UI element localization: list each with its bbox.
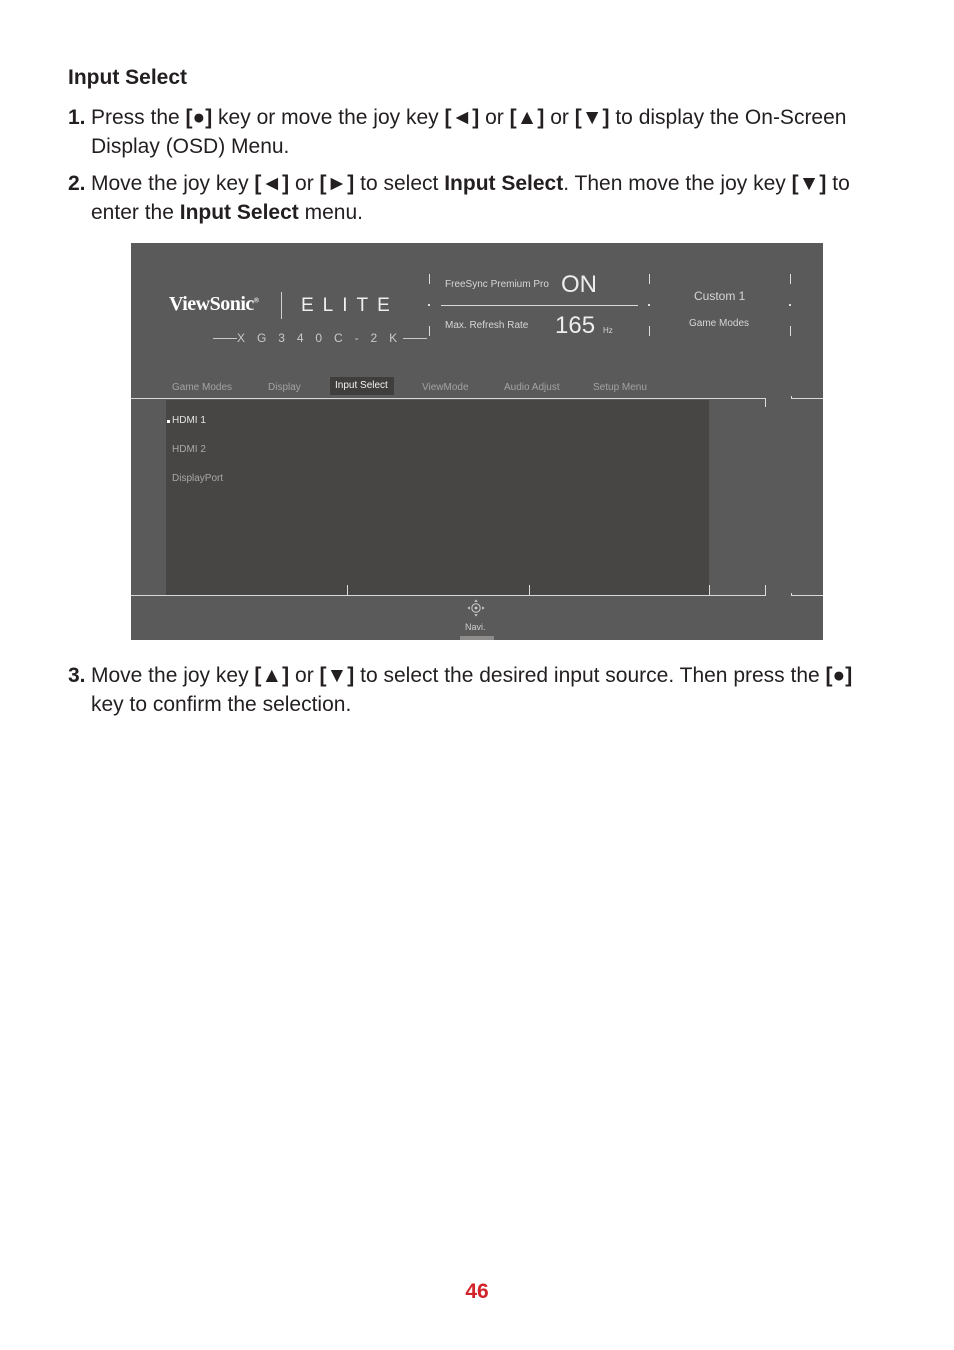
freesync-label: FreeSync Premium Pro <box>445 279 549 290</box>
input-option-displayport[interactable]: DisplayPort <box>172 473 224 484</box>
step-text: Move the joy key [◄] or [►] to select Input Select. Then move the joy key [▼] to enter the Input Select menu. <box>91 172 850 224</box>
selection-marker <box>167 420 170 423</box>
frame-line <box>791 398 823 399</box>
panel-tick <box>529 585 530 595</box>
panel-tick <box>709 585 710 595</box>
tab-setup-menu[interactable]: Setup Menu <box>593 382 647 393</box>
refresh-rate-value: 165 <box>555 312 596 339</box>
elite-logo: ELITE <box>301 295 399 316</box>
frame-tick <box>791 396 792 399</box>
page-number: 46 <box>465 1280 489 1303</box>
status-separator <box>441 305 638 306</box>
key-left: [◄] <box>444 106 480 129</box>
key-enter: [●] <box>825 664 853 687</box>
viewsonic-logo: ViewSonic® <box>169 293 259 315</box>
game-mode-label: Game Modes <box>689 318 750 329</box>
key-enter: [●] <box>185 106 213 129</box>
status-dot <box>648 304 650 306</box>
tab-display[interactable]: Display <box>268 382 301 393</box>
status-divider <box>429 274 430 284</box>
key-right: [►] <box>319 172 355 195</box>
frame-tick <box>765 398 766 407</box>
model-name: X G 3 4 0 C - 2 K <box>213 331 427 345</box>
navi-indicator <box>460 636 494 640</box>
step-2 <box>68 169 888 227</box>
key-down: [▼] <box>574 106 610 129</box>
tab-input-select[interactable]: Input Select <box>330 377 394 395</box>
status-divider <box>649 326 650 336</box>
status-divider <box>790 274 791 284</box>
status-dot <box>789 304 791 306</box>
key-left: [◄] <box>254 172 290 195</box>
frame-line <box>131 595 766 596</box>
freesync-value: ON <box>561 271 597 298</box>
step-3 <box>68 661 888 719</box>
status-divider <box>429 326 430 336</box>
menu-name: Input Select <box>179 201 299 224</box>
tab-audio-adjust[interactable]: Audio Adjust <box>504 382 560 393</box>
key-down: [▼] <box>319 664 355 687</box>
key-up: [▲] <box>509 106 545 129</box>
refresh-rate-unit: Hz <box>603 326 613 335</box>
panel-tick <box>347 585 348 595</box>
step-number: 2. <box>68 172 86 195</box>
osd-menu-screenshot <box>131 243 823 640</box>
tab-viewmode[interactable]: ViewMode <box>422 382 469 393</box>
status-dot <box>428 304 430 306</box>
input-list-panel <box>166 400 709 595</box>
refresh-rate-label: Max. Refresh Rate <box>445 320 529 331</box>
status-divider <box>790 326 791 336</box>
step-1 <box>68 103 888 161</box>
step-text: Move the joy key [▲] or [▼] to select the desired input source. Then press the [●] key to confirm the selection. <box>91 664 853 716</box>
frame-tick <box>791 593 792 596</box>
input-option-hdmi-1[interactable]: HDMI 1 <box>172 415 206 426</box>
key-up: [▲] <box>254 664 290 687</box>
step-text: Press the [●] key or move the joy key [◄] or [▲] or [▼] to display the On-Screen Display (OSD) Menu. <box>91 106 847 158</box>
step-number: 3. <box>68 664 86 687</box>
logo-divider <box>281 292 282 319</box>
frame-tick <box>765 585 766 595</box>
key-down: [▼] <box>791 172 827 195</box>
input-option-hdmi-2[interactable]: HDMI 2 <box>172 444 206 455</box>
frame-line <box>131 398 766 399</box>
step-number: 1. <box>68 106 86 129</box>
game-mode-value: Custom 1 <box>694 289 746 303</box>
status-divider <box>649 274 650 284</box>
menu-name: Input Select <box>444 172 564 195</box>
navi-label: Navi. <box>465 622 486 632</box>
section-heading: Input Select <box>68 66 188 89</box>
tab-game-modes[interactable]: Game Modes <box>172 382 233 393</box>
frame-line <box>791 595 823 596</box>
joystick-navigation-icon <box>467 599 485 617</box>
